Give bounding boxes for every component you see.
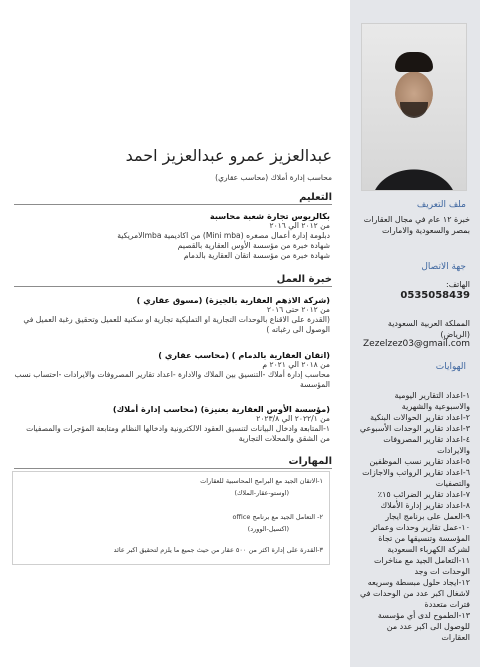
hobby-item: ٤-اعداد تقارير المصروفات والايرادات [383, 435, 470, 455]
education-line: دبلومة إدارة أعمال مصغره (Mini mba) من اكاديمية mbaالامريكية [117, 231, 330, 240]
education-block [14, 211, 330, 261]
skill-line: ١-الاتقان الجيد مع البرامج المحاسبية للعقارات [200, 477, 323, 485]
job-entry-desc: (القدرة على الاقناع بالوحدات التجارية او التمليكية تجارية او سكنية للعميل وتحقيق رغبة العميل في الوصول الى رغباته ) [23, 315, 330, 334]
full-name: عبدالعزيز عمرو عبدالعزيز احمد [125, 146, 332, 165]
hobby-item: ١١-التعامل الجيد مع مناخرات الوحدات ات وجد [373, 556, 470, 576]
skill-line: ٣-القدرة على إدارة اكثر من ٥٠٠ عقار من حيث جميع ما يلزم لتحقيق اكبر عائد [113, 546, 323, 554]
skill-line: (اوستو-عقار-الملاك) [234, 489, 289, 497]
email: Zezelzez03@gmail.com [363, 339, 470, 349]
skill-line: ٢- التعامل الجيد مع برنامج office [232, 513, 323, 521]
hobby-item: ١٢-ايجاد حلول مبسطة وسريعه لاشغال اكبر عدد من الوحدات في فترات متعددة [359, 578, 470, 609]
phone-label: الهاتف: [446, 280, 470, 289]
job-entry [14, 295, 330, 335]
skill-line: (اكسيل-الوورد) [247, 525, 289, 533]
job-entry-title: (مؤسسة الأوس العقارية بعنيزة) (محاسب إدارة أملاك) [112, 404, 330, 414]
job-entry-desc: ١-المتابعة وادخال البيانات لتنسيق العقود الالكترونية وادخالها النظام ومتابعة المؤجرات والمصفيات من الشقق والمحلات التجارية [26, 424, 330, 443]
job-entry-period: من ٢٠٢٢/١ الي ٢٠٢٣/٨ [256, 414, 330, 423]
job-entry-period: من ٢٠١٢ حتى ٢٠١٦ [266, 305, 330, 314]
job-entry-title: (شركة الاذهم العقارية بالجيزة) (مسوق عقاري ) [136, 295, 330, 305]
hobbies-list [358, 390, 470, 643]
profile-title: ملف التعريف [416, 200, 466, 210]
education-line: شهادة خبرة من مؤسسة اتقان العقارية بالدمام [183, 251, 330, 260]
education-line: شهادة خبرة من مؤسسة الأوس العقارية بالقصيم [177, 241, 330, 250]
hobby-item: ٥-اعداد تقارير نسب الموظفين [369, 457, 470, 466]
job-entry-title: (اتقان العقارية بالدمام ) (محاسب عقاري ) [158, 350, 330, 360]
job-entry [14, 404, 330, 444]
hobby-item: ٣-اعداد تقارير الوحدات الأسبوعي [359, 424, 470, 433]
education-degree: بكالريوس تجارة شعبة محاسبة [209, 211, 330, 221]
hobby-item: ٧-اعداد تقارير الضرائب ١٥٪ [377, 490, 470, 499]
education-line: من ٢٠١٢ الي ٢٠١٦ [269, 221, 330, 230]
skills-heading: المهارات [14, 456, 332, 469]
address: المملكة العربية السعودية (الرياض) [387, 319, 470, 339]
hobby-item: ٩-العمل على برنامج ايجار [385, 512, 470, 521]
job-title: محاسب إدارة أملاك (محاسب عقاري) [215, 173, 332, 182]
profile-photo [361, 23, 467, 191]
hobbies-title: الهوايات [435, 362, 466, 372]
hobby-item: ١-اعداد التقارير اليومية والاسبوعية والشهرية [394, 391, 470, 411]
contact-title: جهة الاتصال [421, 262, 466, 272]
sidebar [350, 0, 480, 667]
profile-text: خبرة ١٢ عام في مجال العقارات بمصر والسعودية والامارات [363, 215, 470, 235]
job-entry [14, 350, 330, 390]
job-entry-desc: محاسب إدارة أملاك -التنسيق بين الملاك والادارة -اعداد تقارير المصروفات والايرادات -احتساب نسب المؤسسة [14, 370, 330, 389]
job-entry-period: من ٢٠١٨ الي ٢٠٢١ م [262, 360, 330, 369]
skills-box [12, 471, 330, 565]
photo-hair [395, 52, 433, 72]
hobby-item: ٦-اعداد تقارير الرواتب والاجازات والتصفيات [362, 468, 470, 488]
hobby-item: ١٠-عمل تقارير وحدات وعمائر المؤسسة وتنسيقها من تجاة لشركة الكهرباء السعودية [371, 523, 470, 554]
hobby-item: ١٣-الطموح لدى أي مؤسسة للوصول الى اكبر عدد من العقارات [377, 611, 470, 642]
hobby-item: ٢-اعداد تقارير الحوالات البنكية [370, 413, 470, 422]
phone-number: 0535058439 [400, 290, 470, 301]
hobby-item: ٨-اعداد تقارير إدارة الأملاك [380, 501, 470, 510]
photo-beard [400, 102, 428, 118]
experience-heading: خبرة العمل [14, 274, 332, 287]
education-heading: التعليم [14, 192, 332, 205]
